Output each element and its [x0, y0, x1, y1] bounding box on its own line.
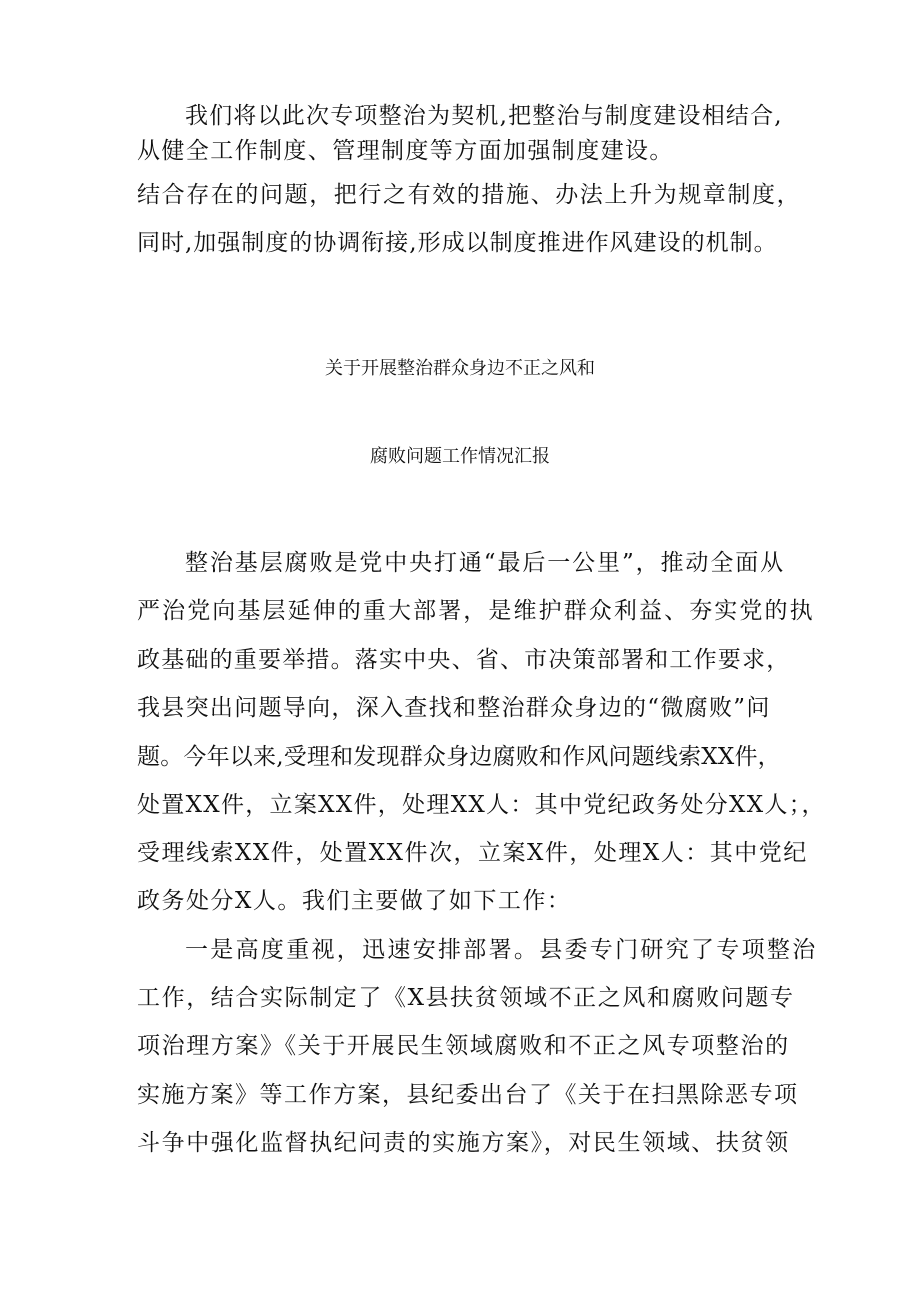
body-line: 我县突出问题导向，深入查找和整治群众身边的“微腐败”问: [137, 695, 771, 721]
body-line: 实施方案》等工作方案，县纪委出台了《关于在扫黑除恶专项: [137, 1082, 799, 1108]
body-line: 题。今年以来,受理和发现群众身边腐败和作风问题线索XX件，: [137, 744, 781, 770]
intro-line: 我们将以此次专项整治为契机,把整治与制度建设相结合,: [185, 103, 783, 129]
document-title-line-1: 关于开展整治群众身边不正之风和: [325, 358, 595, 379]
body-line: 工作，结合实际制定了《X县扶贫领域不正之风和腐败问题专: [137, 985, 795, 1011]
body-line: 政基础的重要举措。落实中央、省、市决策部署和工作要求，: [137, 647, 791, 673]
intro-line: 从健全工作制度、管理制度等方面加强制度建设。: [137, 138, 674, 164]
intro-line: 同时,加强制度的协调衔接,形成以制度推进作风建设的机制。: [137, 230, 778, 256]
body-line: 严治党向基层延伸的重大部署，是维护群众利益、夯实党的执: [137, 598, 815, 624]
body-line: 受理线索XX件，处置XX件次，立案X件，处理X人：其中党纪: [137, 840, 808, 866]
document-title-line-2: 腐败问题工作情况汇报: [370, 446, 550, 467]
body-line: 处置XX件，立案XX件，处理XX人：其中党纪政务处分XX人；，: [137, 792, 826, 818]
intro-line: 结合存在的问题，把行之有效的措施、办法上升为规章制度，: [137, 182, 802, 208]
body-line: 斗争中强化监督执纪问责的实施方案》，对民生领域、扶贫领: [137, 1130, 790, 1156]
body-line: 项治理方案》《关于开展民生领域腐败和不正之风专项整治的: [137, 1033, 790, 1059]
body-line: 政务处分X人。我们主要做了如下工作：: [137, 888, 572, 914]
body-line: 一是高度重视，迅速安排部署。县委专门研究了专项整治: [185, 937, 818, 963]
body-line: 整治基层腐败是党中央打通“最后一公里”，推动全面从: [185, 550, 786, 576]
